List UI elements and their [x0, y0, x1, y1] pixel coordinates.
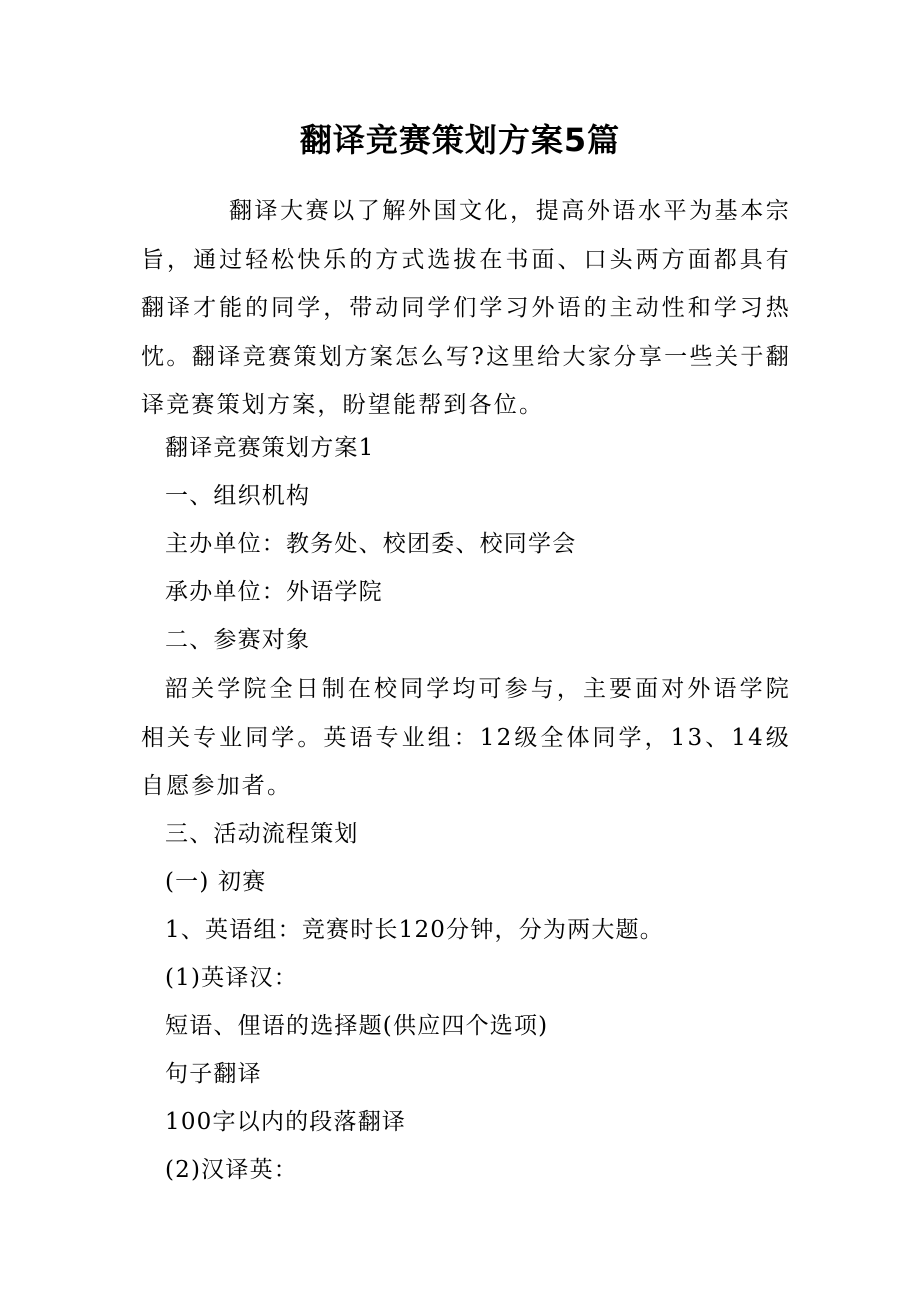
document-title: 翻译竞赛策划方案5篇 — [299, 121, 621, 159]
participants-paragraph: 韶关学院全日制在校同学均可参与，主要面对外语学院相关专业同学。英语专业组：12级全体同学，13、14级自愿参加者。 — [141, 676, 791, 799]
part1-heading: (1)英译汉： — [165, 965, 298, 991]
part1-item-paragraph: 100字以内的段落翻译 — [165, 1109, 407, 1135]
english-group-line: 1、英语组：竞赛时长120分钟，分为两大题。 — [165, 917, 664, 943]
part1-item-sentences: 句子翻译 — [165, 1061, 262, 1087]
undertaker-line: 承办单位：外语学院 — [165, 579, 383, 605]
part1-item-phrases: 短语、俚语的选择题(供应四个选项) — [165, 1013, 549, 1039]
part2-heading: (2)汉译英： — [165, 1157, 298, 1183]
section-heading-participants: 二、参赛对象 — [165, 627, 311, 653]
prelim-heading: (一) 初赛 — [165, 869, 267, 895]
organizer-line: 主办单位：教务处、校团委、校同学会 — [165, 531, 577, 557]
plan-heading: 翻译竞赛策划方案1 — [165, 435, 375, 461]
intro-paragraph: 翻译大赛以了解外国文化，提高外语水平为基本宗旨，通过轻松快乐的方式选拔在书面、口头两方面都具有翻译才能的同学，带动同学们学习外语的主动性和学习热忱。翻译竞赛策划方案怎么写?这里给大家分享一些关于翻译竞赛策划方案，盼望能帮到各位。 — [141, 198, 791, 418]
section-heading-organization: 一、组织机构 — [165, 483, 311, 509]
section-heading-process: 三、活动流程策划 — [165, 821, 359, 847]
